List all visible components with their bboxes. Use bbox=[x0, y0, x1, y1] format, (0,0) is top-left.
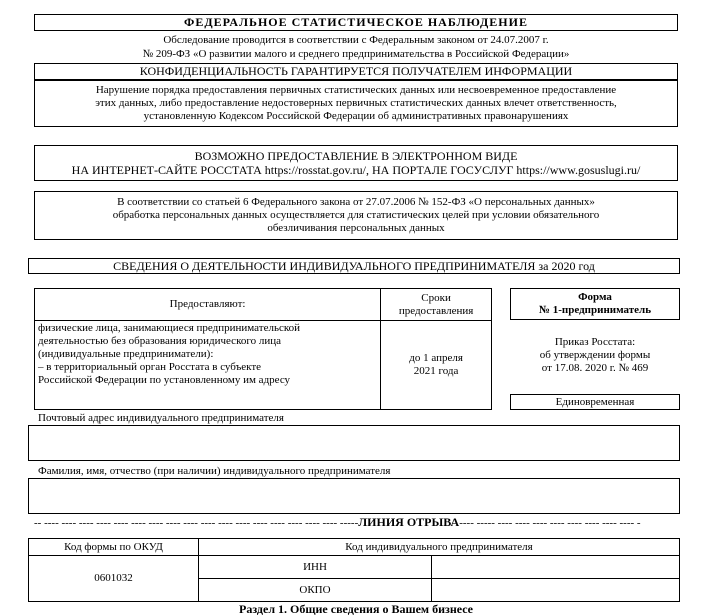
provide-text-line-1: физические лица, занимающиеся предпринимательской bbox=[38, 322, 301, 334]
okud-value-text: 0601032 bbox=[94, 572, 133, 584]
personal-line-1: В соответствии со статьей 6 Федерального закона от 27.07.2006 № 152-ФЗ «О персональных данных» bbox=[117, 196, 595, 208]
deadline-header-line-2: предоставления bbox=[398, 304, 474, 317]
provide-text-line-4: – в территориальный орган Росстата в субъекте bbox=[38, 361, 262, 373]
violation-notice bbox=[34, 80, 678, 127]
provider-table bbox=[34, 288, 492, 410]
provide-text bbox=[35, 321, 381, 410]
form-title: ФЕДЕРАЛЬНОЕ СТАТИСТИЧЕСКОЕ НАБЛЮДЕНИЕ bbox=[34, 14, 678, 31]
form-order-line-2: об утверждении формы bbox=[539, 349, 651, 361]
full-name-label: Фамилия, имя, отчество (при наличии) индивидуального предпринимателя bbox=[38, 465, 391, 477]
inn-label-cell bbox=[199, 556, 432, 579]
okud-value bbox=[29, 556, 199, 602]
okpo-label: ОКПО bbox=[299, 583, 331, 596]
electronic-line-2: НА ИНТЕРНЕТ-САЙТЕ РОССТАТА https://rosstat.gov.ru/, НА ПОРТАЛЕ ГОСУСЛУГ https://www.gosuslugi.ru/ bbox=[71, 163, 641, 177]
postal-address-label: Почтовый адрес индивидуального предпринимателя bbox=[38, 412, 284, 424]
ip-code-header bbox=[199, 539, 680, 556]
form-order-line-1: Приказ Росстата: bbox=[554, 336, 636, 348]
full-name-field[interactable] bbox=[28, 478, 680, 514]
deadline-value bbox=[381, 321, 492, 410]
okpo-value-cell[interactable] bbox=[432, 579, 680, 602]
law-line-1: Обследование проводится в соответствии с Федеральным законом от 24.07.2007 г. bbox=[163, 34, 549, 46]
postal-address-field[interactable] bbox=[28, 425, 680, 461]
form-title-line-2: № 1-предприниматель bbox=[538, 304, 652, 316]
form-order-line-3: от 17.08. 2020 г. № 469 bbox=[541, 362, 649, 374]
form-number-box bbox=[510, 288, 680, 320]
provide-text-line-3: (индивидуальные предприниматели): bbox=[38, 348, 214, 360]
personal-data-notice bbox=[34, 191, 678, 240]
activity-info-title: СВЕДЕНИЯ О ДЕЯТЕЛЬНОСТИ ИНДИВИДУАЛЬНОГО ПРЕДПРИНИМАТЕЛЯ за 2020 год bbox=[28, 258, 680, 274]
personal-line-3: обезличивания персональных данных bbox=[267, 222, 445, 234]
deadline-line-1: до 1 апреля bbox=[409, 352, 463, 364]
tear-line-left: -- ---- ---- ---- ---- ---- ---- ---- ---- ---- ---- ---- ---- ---- ---- ---- ---- ---- ----- bbox=[34, 517, 359, 529]
tear-line bbox=[34, 516, 684, 530]
violation-line-1: Нарушение порядка предоставления первичных статистических данных или несвоевременное предоставление bbox=[95, 84, 617, 96]
form-title-line-1: Форма bbox=[578, 291, 612, 303]
electronic-submission-notice bbox=[34, 145, 678, 181]
inn-value-cell[interactable] bbox=[432, 556, 680, 579]
provide-header bbox=[35, 289, 381, 321]
violation-line-3: установленную Кодексом Российской Федерации об административных правонарушениях bbox=[143, 110, 569, 122]
provide-text-line-5: Российской Федерации по установленному им адресу bbox=[38, 374, 291, 386]
section-1-title: Раздел 1. Общие сведения о Вашем бизнесе bbox=[238, 602, 474, 616]
personal-line-2: обработка персональных данных осуществляется для статистических целей при условии обязательного bbox=[112, 209, 600, 221]
tear-line-right: ---- ----- ---- ---- ---- ---- ---- ---- ---- ---- - bbox=[459, 517, 641, 529]
okud-header-label: Код формы по ОКУД bbox=[64, 540, 163, 553]
provide-header-label: Предоставляют: bbox=[169, 298, 246, 310]
law-line-2: № 209-ФЗ «О развитии малого и среднего предпринимательства в Российской Федерации» bbox=[142, 48, 570, 60]
code-table bbox=[28, 538, 680, 602]
tear-line-label: ЛИНИЯ ОТРЫВА bbox=[358, 516, 460, 529]
form-order bbox=[510, 336, 680, 375]
deadline-header-line-1: Сроки bbox=[421, 291, 451, 304]
deadline-header bbox=[381, 289, 492, 321]
okpo-label-cell bbox=[199, 579, 432, 602]
violation-line-2: этих данных, либо предоставление недостоверных первичных статистических данных влечет ответственность, bbox=[95, 97, 617, 109]
deadline-line-2: 2021 года bbox=[413, 365, 459, 377]
ip-code-header-label: Код индивидуального предпринимателя bbox=[345, 540, 533, 553]
inn-label: ИНН bbox=[303, 560, 327, 573]
provide-text-line-2: деятельностью без образования юридического лица bbox=[38, 335, 281, 347]
confidentiality-banner: КОНФИДЕНЦИАЛЬНОСТЬ ГАРАНТИРУЕТСЯ ПОЛУЧАТЕЛЕМ ИНФОРМАЦИИ bbox=[34, 63, 678, 80]
okud-header bbox=[29, 539, 199, 556]
electronic-line-1: ВОЗМОЖНО ПРЕДОСТАВЛЕНИЕ В ЭЛЕКТРОННОМ ВИДЕ bbox=[194, 149, 518, 163]
periodicity-box: Единовременная bbox=[510, 394, 680, 410]
